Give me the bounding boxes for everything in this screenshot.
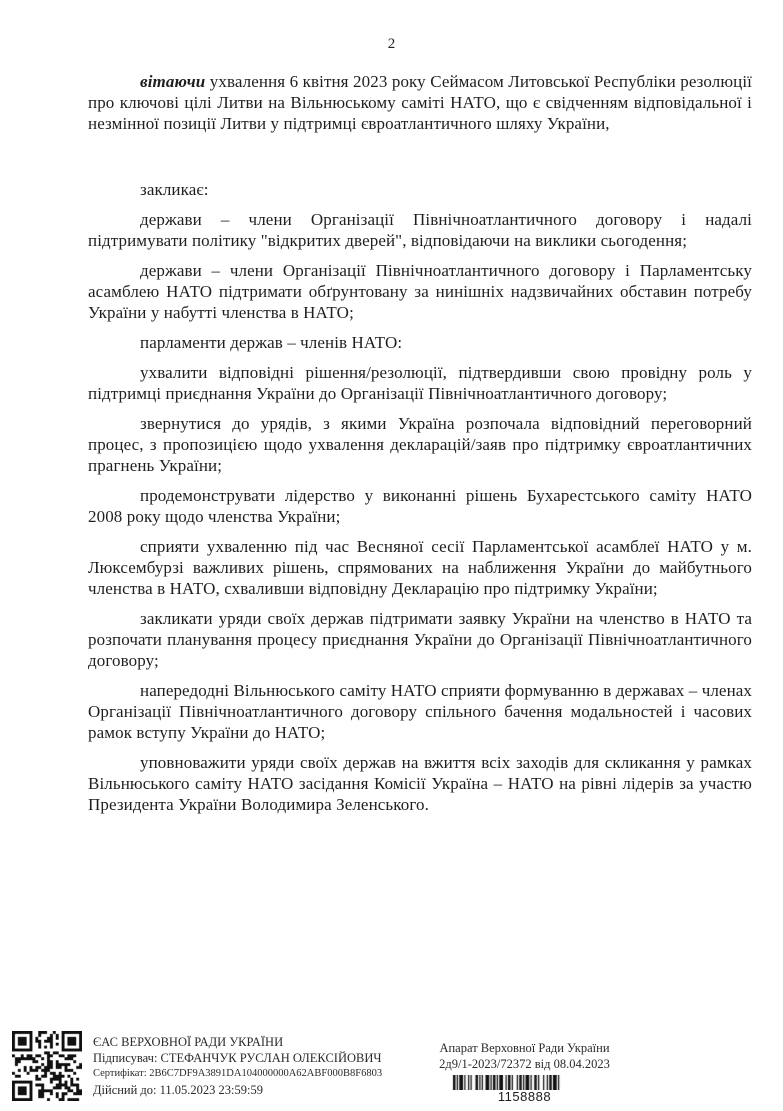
paragraph: держави – члени Організації Північноатлантичного договору і Парламентську асамблею НАТО підтримати обґрунтовану за нинішніх надзвичайних обставин потребу України у набутті членства в НАТО; <box>88 261 752 322</box>
paragraph: закликати уряди своїх держав підтримати заявку України на членство в НАТО та розпочати планування процесу приєднання України до Організації Північноатлантичного договору; <box>88 609 752 670</box>
signature-block <box>93 1034 423 1098</box>
signature-valid-until: Дійсний до: 11.05.2023 23:59:59 <box>93 1083 263 1097</box>
paragraph: уповноважити уряди своїх держав на вжиття всіх заходів для скликання у рамках Вільнюського саміту НАТО засідання Комісії Україна – НАТО на рівні лідерів за участю Президента України Володимира Зеленського. <box>88 753 752 814</box>
qr-code-icon <box>12 1031 82 1101</box>
calls-heading: закликає: <box>140 180 209 199</box>
paragraph: ухвалити відповідні рішення/резолюції, підтвердивши свою провідну роль у підтримці приєднання України до Організації Північноатлантичного договору; <box>88 363 752 403</box>
barcode-icon <box>452 1075 598 1090</box>
paragraph: парламенти держав – членів НАТО: <box>140 333 403 352</box>
paragraph: напередодні Вільнюського саміту НАТО сприяти формуванню в державах – членах Організації Північноатлантичного договору спільного бачення модальностей і часових рамок вступу України до НАТО; <box>88 681 753 742</box>
barcode-number: 1158888 <box>497 1089 552 1104</box>
signature-footer <box>0 1028 783 1111</box>
intro-lead-word: вітаючи <box>140 72 206 91</box>
stamp-reference: 2д9/1-2023/72372 від 08.04.2023 <box>439 1057 610 1071</box>
registration-stamp <box>432 1040 617 1104</box>
paragraph: продемонструвати лідерство у виконанні рішень Бухарестського саміту НАТО 2008 року щодо членства України; <box>88 486 752 526</box>
signature-org: ЄАС ВЕРХОВНОЇ РАДИ УКРАЇНИ <box>93 1035 284 1049</box>
document-body <box>88 71 752 824</box>
paragraph: держави – члени Організації Північноатлантичного договору і надалі підтримувати політику "відкритих дверей", відповідаючи на виклики сьогодення; <box>88 210 752 250</box>
intro-text: ухвалення 6 квітня 2023 року Сеймасом Литовської Республіки резолюції про ключові цілі Литви на Вільнюському саміті НАТО, що є свідченням відповідальної і незмінної позиції Литви у підтримці євроатлантичного шляху України, <box>88 72 752 133</box>
paragraph: звернутися до урядів, з якими Україна розпочала відповідний переговорний процес, з пропозицією щодо ухвалення декларацій/заяв про підтримку євроатлантичних прагнень України; <box>88 414 752 475</box>
stamp-org: Апарат Верховної Ради України <box>439 1041 610 1055</box>
paragraph: сприяти ухваленню під час Весняної сесії Парламентської асамблеї НАТО у м. Люксембурзі важливих рішень, спрямованих на наближення України до майбутнього членства в НАТО, схваливши відповідну Декларацію про підтримку України; <box>88 537 752 598</box>
intro-paragraph <box>88 71 752 134</box>
signature-signer: Підписувач: СТЕФАНЧУК РУСЛАН ОЛЕКСІЙОВИЧ <box>93 1051 382 1065</box>
page-number: 2 <box>387 36 396 52</box>
signature-certificate: Сертифікат: 2B6C7DF9A3891DA104000000A62ABF000B8F6803 <box>93 1068 383 1079</box>
